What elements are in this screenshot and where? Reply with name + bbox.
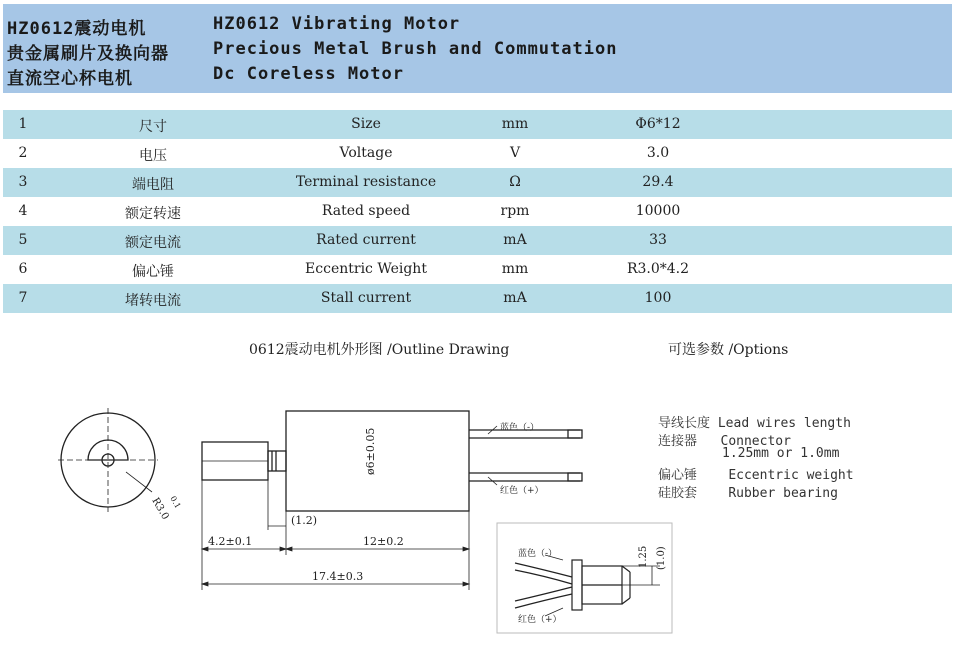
table-row [3,139,952,168]
arrow [286,547,292,551]
connector-tip [622,598,630,604]
param-en: Stall current [320,290,412,306]
param-en: Size [351,116,381,132]
table-row [3,255,952,284]
option-en: Eccentric weight [728,468,854,483]
param-value: R3.0*4.2 [626,261,690,277]
diameter-dim: ø6±0.05 [364,427,377,475]
param-en: Rated speed [321,203,411,219]
param-unit: mm [501,261,529,277]
row-number: 7 [18,290,28,306]
spec-table [3,110,952,313]
dim-17-4: 17.4±0.3 [312,570,364,583]
param-cn: 电压 [139,148,167,164]
row-number: 3 [18,174,28,190]
connector-flange [572,560,582,610]
rubber-bearing [268,451,286,471]
option-cn: 导线长度 [658,416,711,431]
row-number: 2 [18,145,28,161]
param-value: 3.0 [646,145,670,161]
title-cn-1: HZ0612震动电机 [7,19,147,39]
options-caption: 可选参数 /Options [668,342,789,358]
radius-tol: 0.1 [168,494,183,511]
option-cn: 连接器 [658,434,698,449]
dim-4-2: 4.2±0.1 [208,535,253,548]
param-en: Terminal resistance [295,174,437,190]
dim-12: 12±0.2 [363,535,404,548]
param-unit: V [509,145,521,161]
connector-tip [622,566,630,572]
param-en: Rated current [316,232,416,248]
param-value: 100 [644,290,672,306]
param-cn: 尺寸 [139,119,167,135]
pitch-dim: 1.25 [638,545,649,568]
option-item [658,482,854,500]
param-unit: mm [501,116,529,132]
connector-wire [515,563,572,577]
wire-blue-tip [568,430,582,438]
connector-wire [515,570,572,584]
table-row [3,110,952,139]
table-row [3,168,952,197]
connector-blue-label: 蓝色（-） [518,549,558,559]
param-value: Φ6*12 [635,116,681,132]
wire-blue-label: 蓝色（-） [500,423,540,433]
param-cn: 额定转速 [125,206,181,222]
pitch-alt-dim: (1.0) [656,546,667,570]
param-en: Eccentric Weight [305,261,427,277]
option-item [658,412,854,430]
param-en: Voltage [339,145,393,161]
wire-red-label: 红色（+） [500,486,544,496]
connector-wire [515,594,572,608]
radius-dim: R3.0 [149,496,171,522]
table-row [3,226,952,255]
param-unit: rpm [500,203,530,219]
option-en: Connector [720,434,791,449]
param-value: 10000 [635,203,681,219]
param-cn: 堵转电流 [125,293,181,309]
option-item [658,430,854,449]
end-view [58,408,158,512]
row-number: 6 [18,261,28,277]
title-en-3: Dc Coreless Motor [213,64,404,84]
row-number: 4 [18,203,28,219]
motor-body [286,411,469,511]
option-cn: 偏心锤 [658,468,698,483]
title-en-1: HZ0612 Vibrating Motor [213,14,461,34]
option-en: Lead wires length [717,416,851,431]
param-cn: 端电阻 [132,177,174,193]
param-cn: 偏心锤 [132,264,174,280]
param-unit: Ω [509,174,521,190]
row-number: 5 [18,232,28,248]
arrow [202,582,208,586]
option-en: 1.25mm or 1.0mm [722,446,840,461]
arrow [463,547,469,551]
option-item [658,464,854,482]
title-banner [3,4,952,93]
wire-red-tip [568,473,582,481]
options-list [658,412,854,500]
connector-red-label: 红色（+） [518,615,562,625]
dim-1-2: (1.2) [291,514,318,527]
param-value: 33 [649,232,667,248]
title-cn-2: 贵金属刷片及换向器 [7,44,169,64]
option-en: Rubber bearing [728,486,838,501]
connector-wire [515,587,572,601]
param-unit: mA [503,290,527,306]
table-row [3,284,952,313]
outline-drawing-caption: 0612震动电机外形图 /Outline Drawing [249,342,510,358]
table-row [3,197,952,226]
title-cn-3: 直流空心杯电机 [7,69,133,89]
arrow [463,582,469,586]
param-value: 29.4 [642,174,674,190]
radius-leader [126,472,152,492]
param-cn: 额定电流 [125,235,181,251]
option-cn: 硅胶套 [658,486,698,501]
row-number: 1 [18,116,28,132]
param-unit: mA [503,232,527,248]
title-en-2: Precious Metal Brush and Commutation [213,39,618,59]
